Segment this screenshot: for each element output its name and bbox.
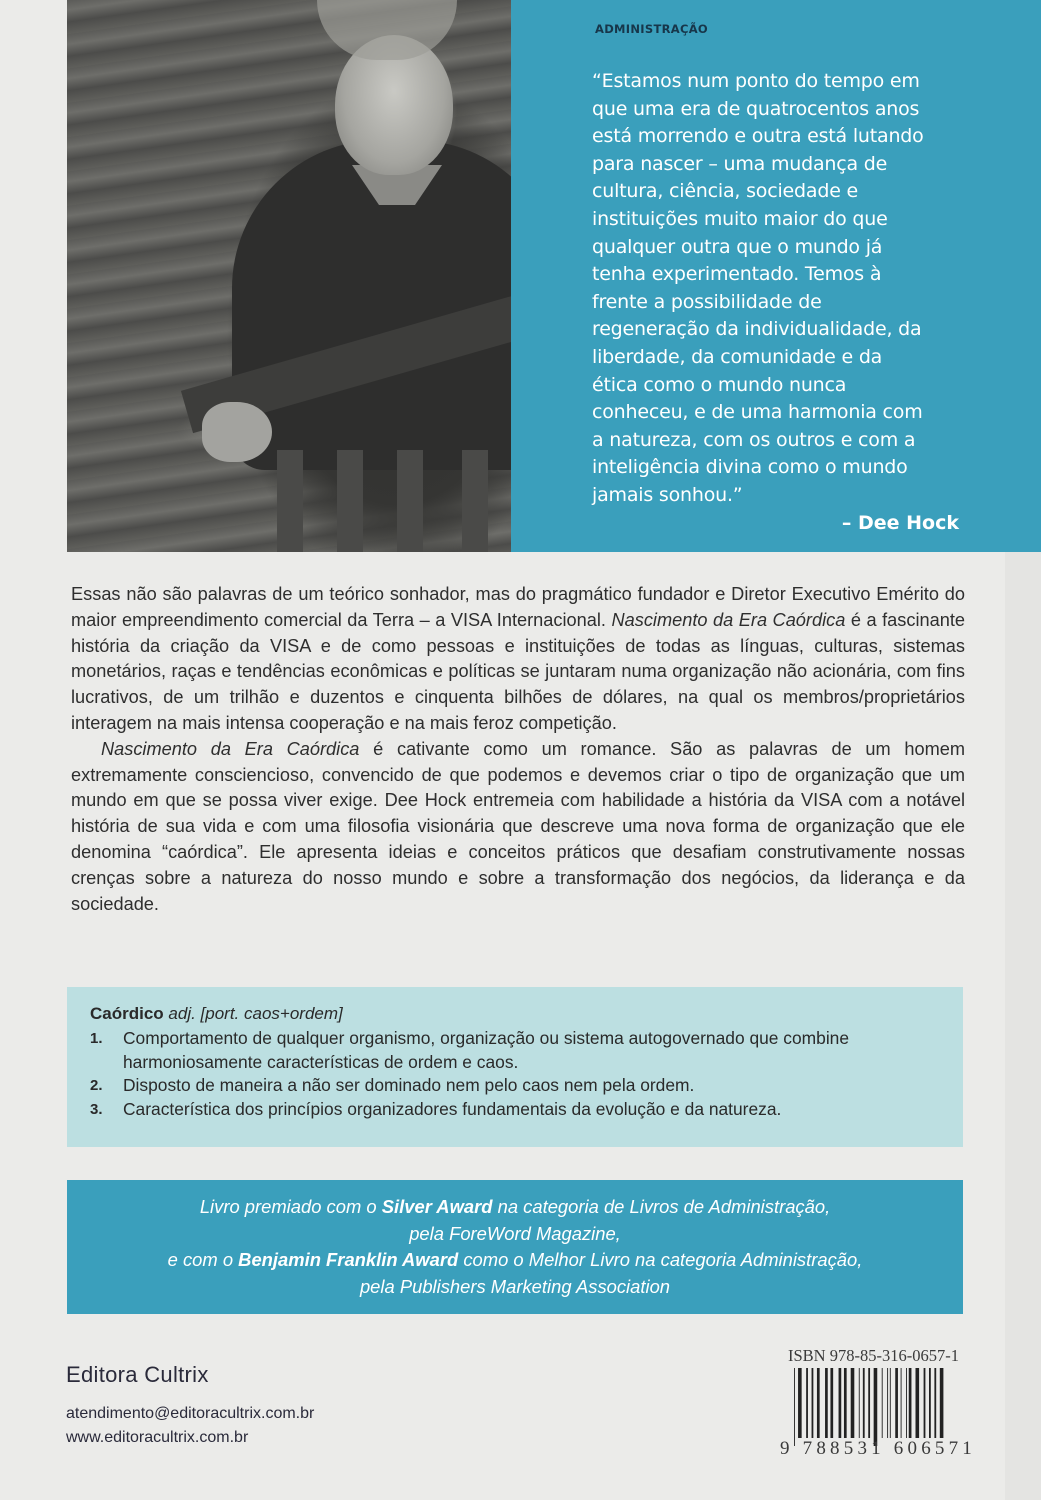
author-photo bbox=[67, 0, 511, 552]
award-line-4: pela Publishers Marketing Association bbox=[359, 1275, 671, 1297]
paragraph-text: é a fascinante história da criação da VISA e de como pessoas e instituições de todas as línguas, culturas, sistemas monetários, raças e tendências econômicas e políticas se juntaram numa organização não acionária, com fins lucrativos, de um trilhão e duzentos e cinquenta bilhões de dólares, na qual os membros/proprietários interagem na mais intensa cooperação e na mais feroz competição. bbox=[71, 609, 965, 733]
barcode-bar bbox=[859, 1368, 860, 1438]
photo-hair-shape bbox=[317, 0, 457, 60]
definition-number: 3. bbox=[90, 1100, 103, 1118]
cover-edge-strip-blue bbox=[1005, 0, 1041, 552]
definition-item bbox=[90, 1098, 963, 1122]
barcode-bar bbox=[924, 1368, 926, 1438]
barcode-bar bbox=[868, 1368, 870, 1438]
publisher-email[interactable]: atendimento@editoracultrix.com.br bbox=[66, 1405, 315, 1422]
definition-item bbox=[90, 1074, 963, 1098]
definition-term: Caórdico bbox=[90, 1004, 164, 1023]
award-text: como o Melhor Livro na categoria Administração, bbox=[458, 1249, 863, 1270]
photo-hand-shape bbox=[202, 402, 272, 462]
isbn-label: ISBN 978-85-316-0657-1 bbox=[788, 1346, 959, 1365]
barcode-bar bbox=[798, 1368, 802, 1438]
paragraph-text: Essas não são palavras de um teórico sonhador, mas do pragmático fundador e Diretor Executivo Emérito do maior empreendimento comercial da Terra – a VISA Internacional. bbox=[71, 584, 965, 630]
quote-line: liberdade, da comunidade e da bbox=[592, 345, 883, 368]
barcode-bar bbox=[906, 1368, 907, 1438]
barcode-bar bbox=[940, 1368, 944, 1438]
quote-line: regeneração da individualidade, da bbox=[592, 318, 922, 341]
photo-fence-post bbox=[462, 450, 488, 552]
definition-list bbox=[90, 1027, 963, 1121]
barcode-bar bbox=[890, 1368, 891, 1438]
barcode-bar bbox=[863, 1368, 865, 1438]
category-label: ADMINISTRAÇÃO bbox=[595, 22, 708, 36]
quote-line: “Estamos num ponto do tempo em bbox=[592, 70, 920, 92]
quote-line: para nascer – uma mudança de bbox=[592, 152, 888, 175]
photo-fence-post bbox=[397, 450, 423, 552]
barcode-bar bbox=[851, 1368, 855, 1438]
awards-box bbox=[67, 1180, 963, 1314]
definition-number: 2. bbox=[90, 1077, 103, 1094]
award-line-3 bbox=[67, 1247, 963, 1274]
barcode-bar bbox=[817, 1368, 820, 1438]
barcode-bar bbox=[934, 1368, 936, 1438]
quote-line: instituições muito maior do que bbox=[592, 207, 888, 230]
barcode-bar bbox=[929, 1368, 931, 1438]
quote-line: está morrendo e outra está lutando bbox=[592, 125, 924, 148]
definition-heading bbox=[90, 1001, 963, 1027]
barcode-bar bbox=[830, 1368, 833, 1438]
quote-line: ética como o mundo nunca bbox=[592, 373, 847, 396]
quote-line: conheceu, e de uma harmonia com bbox=[592, 401, 923, 424]
publisher-website[interactable]: www.editoracultrix.com.br bbox=[66, 1429, 249, 1446]
barcode-bar bbox=[844, 1368, 847, 1438]
barcode-bar bbox=[806, 1368, 808, 1438]
photo-fence-post bbox=[337, 450, 363, 552]
definition-grammar: adj. [port. caos+ordem] bbox=[163, 1004, 343, 1023]
barcode-bar bbox=[839, 1368, 842, 1438]
publisher-name: Editora Cultrix bbox=[66, 1362, 209, 1387]
barcode-bar bbox=[882, 1368, 883, 1438]
barcode-bar bbox=[895, 1368, 898, 1438]
award-text: e com o bbox=[167, 1249, 239, 1270]
award-text: Livro premiado com o bbox=[199, 1196, 382, 1217]
description-paragraph-1 bbox=[71, 582, 965, 737]
barcode-bar bbox=[887, 1368, 888, 1438]
definition-text: Comportamento de qualquer organismo, organização ou sistema autogovernado que combine harmoniosamente características de ordem e caos. bbox=[123, 1028, 850, 1072]
book-title-italic: Nascimento da Era Caórdica bbox=[611, 609, 846, 630]
barcode-bar bbox=[916, 1368, 920, 1438]
award-line-1 bbox=[67, 1194, 963, 1221]
quote-line: que uma era de quatrocentos anos bbox=[592, 97, 920, 120]
barcode-digits: 9 788531 606571 bbox=[780, 1438, 976, 1459]
award-line-2: pela ForeWord Magazine, bbox=[409, 1222, 621, 1244]
quote-line: qualquer outra que o mundo já bbox=[592, 235, 883, 258]
barcode-bar bbox=[825, 1368, 828, 1438]
quote-line: tenha experimentado. Temos à bbox=[592, 263, 882, 286]
description-paragraph-2 bbox=[71, 737, 965, 918]
definition-number: 1. bbox=[90, 1030, 103, 1047]
quote-line: inteligência divina como o mundo bbox=[592, 456, 908, 479]
barcode-bar bbox=[901, 1368, 902, 1438]
quote-line: a natureza, com os outros e com a bbox=[592, 428, 916, 451]
award-text: na categoria de Livros de Administração, bbox=[492, 1196, 831, 1217]
definition-item bbox=[90, 1027, 963, 1074]
definition-text: Disposto de maneira a não ser dominado nem pelo caos nem pela ordem. bbox=[123, 1075, 695, 1095]
quote-line: jamais sonhou.” bbox=[592, 483, 743, 506]
photo-fence-post bbox=[277, 450, 303, 552]
quote-attribution: – Dee Hock bbox=[841, 512, 959, 534]
barcode-bar bbox=[874, 1368, 878, 1446]
quote-line: cultura, ciência, sociedade e bbox=[592, 180, 859, 203]
barcode-bar bbox=[812, 1368, 814, 1438]
publisher-contact bbox=[66, 1402, 314, 1450]
award-name: Benjamin Franklin Award bbox=[238, 1249, 459, 1270]
barcode-bar bbox=[794, 1368, 795, 1446]
quote-panel bbox=[511, 0, 1005, 552]
author-quote bbox=[592, 68, 992, 510]
isbn-barcode bbox=[780, 1346, 985, 1471]
book-title-italic: Nascimento da Era Caórdica bbox=[101, 738, 360, 759]
definition-text: Característica dos princípios organizadores fundamentais da evolução e da natureza. bbox=[123, 1098, 782, 1119]
book-description bbox=[71, 582, 965, 917]
paragraph-text: é cativante como um romance. São as palavras de um homem extremamente consciencioso, convencido de que podemos e devemos criar o tipo de organização que um mundo em que se possa viver exige. Dee Hock entremeia com habilidade a história da VISA com a notável história de sua vida e com uma filosofia visionária que descreve uma nova forma de organização que ele denomina “caórdica”. Ele apresenta ideias e conceitos práticos que desafiam construtivamente nossas crenças sobre a natureza do nosso mundo e sobre a transformação dos negócios, da liderança e da sociedade. bbox=[71, 738, 965, 914]
barcode-bars bbox=[792, 1368, 972, 1446]
quote-line: frente a possibilidade de bbox=[592, 290, 822, 313]
award-name: Silver Award bbox=[381, 1196, 493, 1217]
barcode-bar bbox=[909, 1368, 912, 1438]
definition-box bbox=[67, 987, 963, 1147]
